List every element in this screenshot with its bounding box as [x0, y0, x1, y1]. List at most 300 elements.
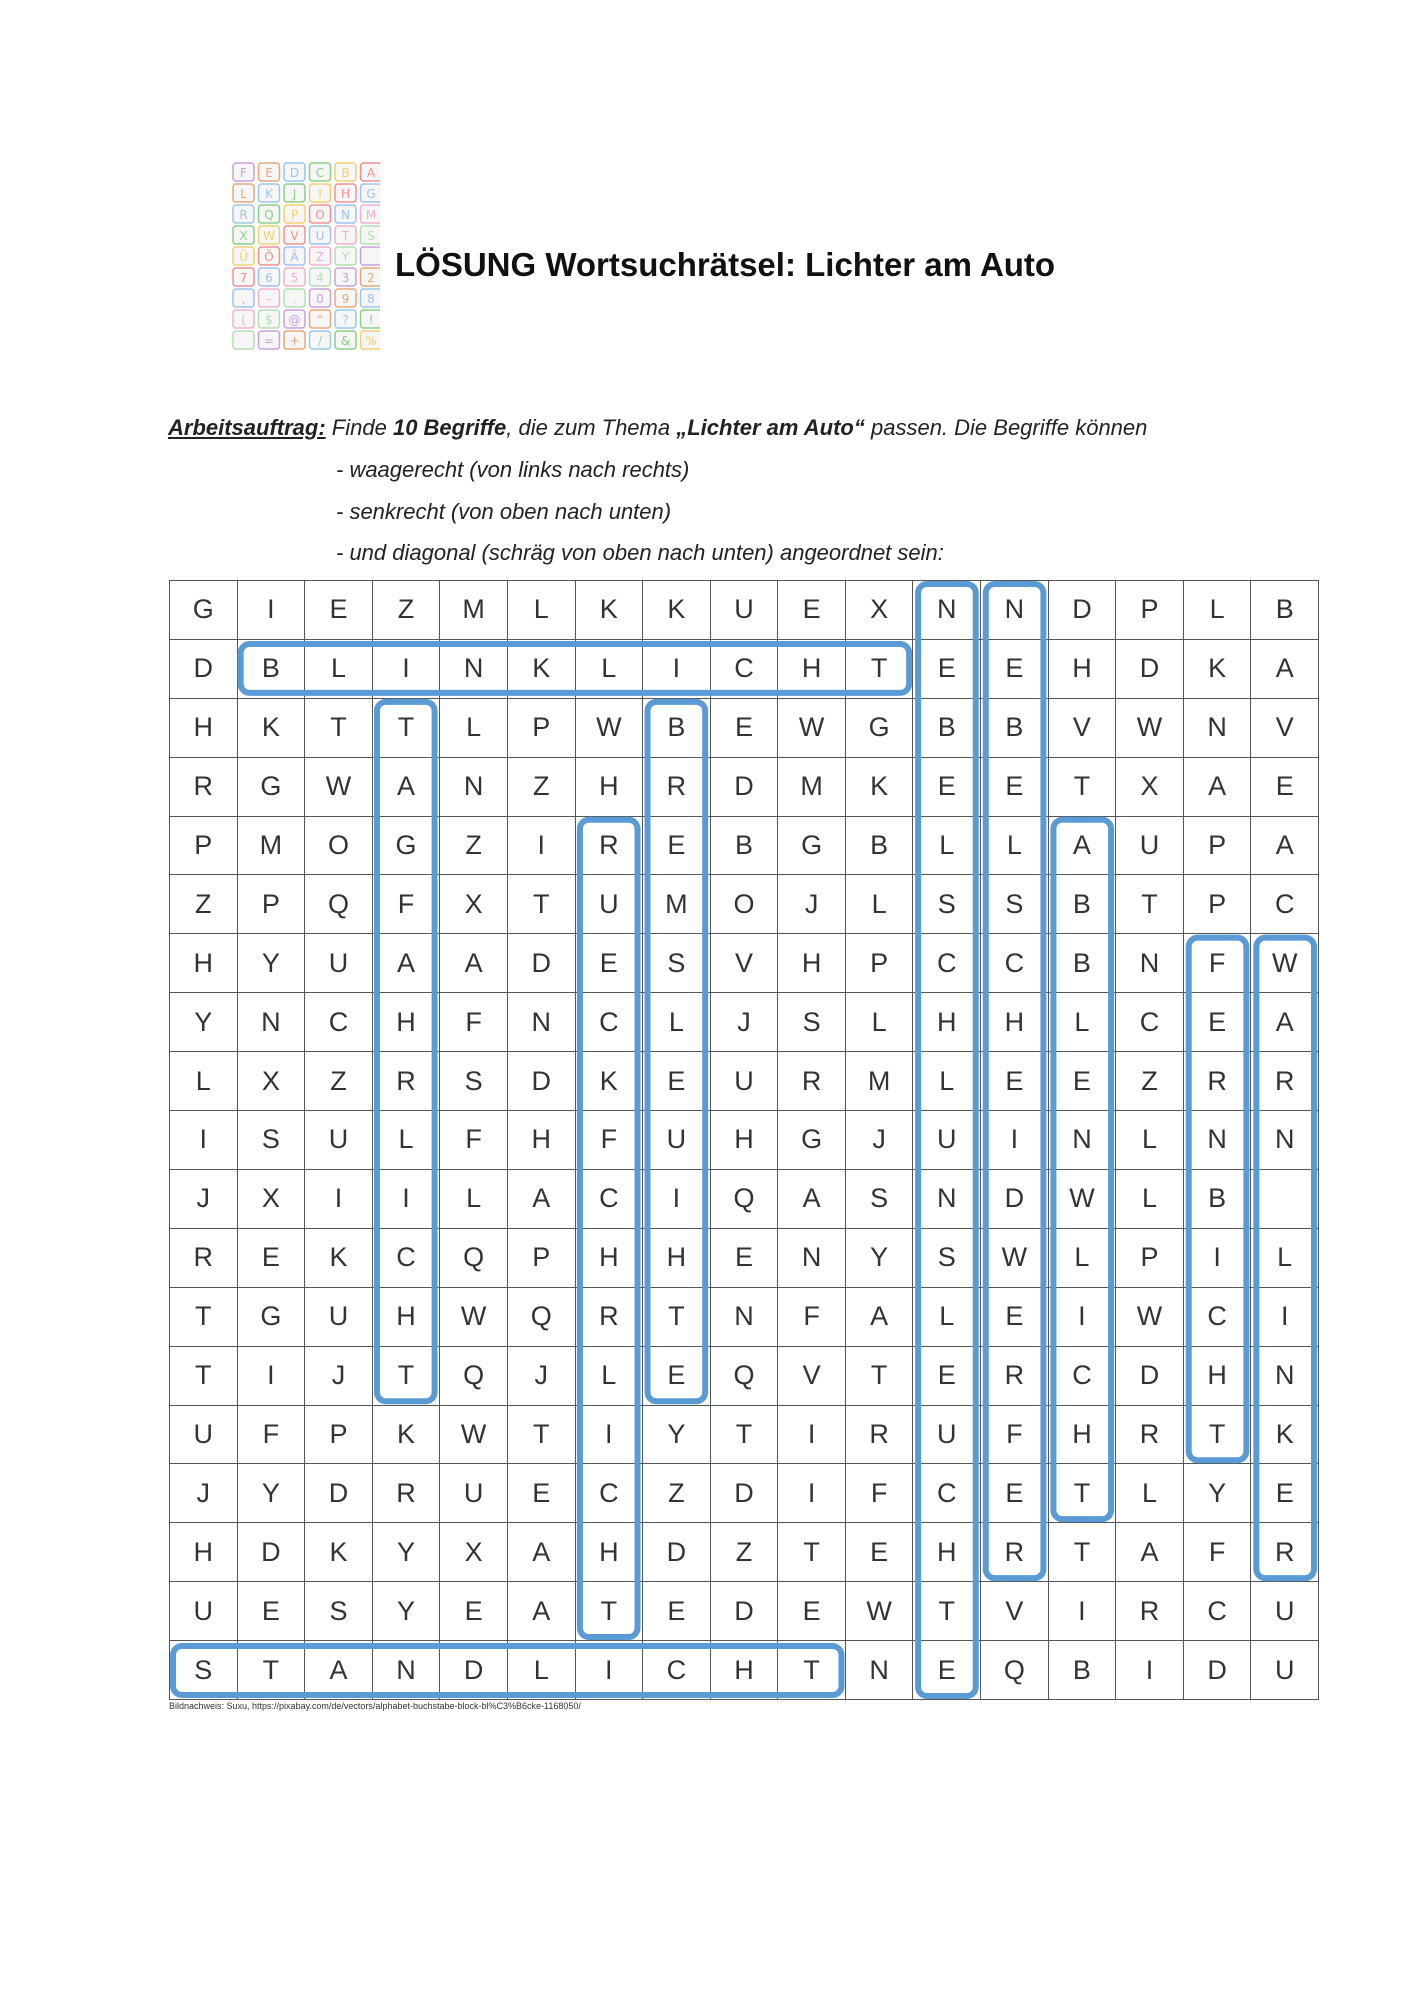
- grid-cell: T: [238, 1641, 306, 1700]
- grid-cell: M: [778, 758, 846, 817]
- grid-cell: H: [170, 934, 238, 993]
- grid-cell: L: [913, 1288, 981, 1347]
- grid-cell: Z: [440, 817, 508, 876]
- grid-cell: K: [576, 1052, 644, 1111]
- grid-cell: T: [643, 1288, 711, 1347]
- grid-cell: E: [440, 1582, 508, 1641]
- grid-cell: E: [981, 640, 1049, 699]
- grid-cell: D: [305, 1464, 373, 1523]
- svg-text:U: U: [315, 229, 325, 243]
- grid-cell: T: [846, 640, 914, 699]
- grid-cell: A: [305, 1641, 373, 1700]
- grid-cell: L: [1116, 1111, 1184, 1170]
- grid-cell: C: [1184, 1582, 1252, 1641]
- svg-text:F: F: [240, 166, 247, 180]
- grid-cell: Y: [170, 993, 238, 1052]
- grid-cell: A: [373, 934, 441, 993]
- grid-cell: E: [1251, 1464, 1319, 1523]
- grid-cell: U: [1116, 817, 1184, 876]
- svg-text:5: 5: [290, 271, 299, 285]
- grid-cell: I: [373, 1170, 441, 1229]
- grid-cell: X: [440, 875, 508, 934]
- grid-cell: L: [913, 1052, 981, 1111]
- grid-cell: U: [305, 1111, 373, 1170]
- grid-cell: F: [373, 875, 441, 934]
- svg-text:9: 9: [341, 292, 350, 306]
- grid-cell: C: [576, 1464, 644, 1523]
- letter-grid: [169, 580, 1319, 1700]
- svg-text:S: S: [367, 229, 375, 243]
- grid-cell: Q: [508, 1288, 576, 1347]
- svg-text:R: R: [239, 208, 248, 222]
- grid-cell: R: [846, 1406, 914, 1465]
- grid-cell: Q: [440, 1229, 508, 1288]
- grid-cell: A: [508, 1523, 576, 1582]
- grid-cell: R: [373, 1052, 441, 1111]
- grid-cell: D: [643, 1523, 711, 1582]
- grid-cell: A: [508, 1582, 576, 1641]
- grid-cell: S: [643, 934, 711, 993]
- grid-cell: N: [1184, 1111, 1252, 1170]
- grid-cell: J: [846, 1111, 914, 1170]
- grid-cell: B: [711, 817, 779, 876]
- grid-cell: G: [238, 1288, 306, 1347]
- logo-block: [310, 268, 331, 286]
- grid-cell: C: [913, 934, 981, 993]
- grid-cell: R: [576, 1288, 644, 1347]
- grid-cell: X: [1116, 758, 1184, 817]
- grid-cell: E: [778, 581, 846, 640]
- grid-cell: N: [1116, 934, 1184, 993]
- grid-cell: Q: [711, 1347, 779, 1406]
- grid-cell: B: [1049, 934, 1117, 993]
- logo-block: [259, 331, 280, 349]
- logo-block: [335, 310, 356, 328]
- grid-cell: D: [1116, 640, 1184, 699]
- logo-block: [335, 331, 356, 349]
- grid-cell: P: [1184, 817, 1252, 876]
- grid-cell: L: [1049, 1229, 1117, 1288]
- svg-text:X: X: [239, 229, 248, 243]
- svg-text:&: &: [340, 334, 351, 348]
- direction-diagonal: - und diagonal (schräg von oben nach unten) angeordnet sein:: [336, 540, 944, 565]
- alphabet-blocks-logo: [232, 162, 380, 354]
- grid-cell: D: [711, 758, 779, 817]
- grid-cell: J: [170, 1170, 238, 1229]
- grid-cell: W: [1116, 699, 1184, 758]
- logo-block: [361, 310, 381, 328]
- svg-text:3: 3: [341, 271, 350, 285]
- grid-cell: S: [846, 1170, 914, 1229]
- grid-cell: T: [1184, 1406, 1252, 1465]
- svg-text:A: A: [366, 166, 376, 180]
- grid-cell: Z: [711, 1523, 779, 1582]
- grid-cell: E: [913, 1641, 981, 1700]
- grid-cell: B: [846, 817, 914, 876]
- svg-text:L: L: [240, 187, 247, 201]
- grid-cell: L: [981, 817, 1049, 876]
- grid-cell: Y: [373, 1523, 441, 1582]
- grid-cell: E: [913, 758, 981, 817]
- logo-block: [284, 163, 305, 181]
- logo-block: [233, 226, 254, 244]
- grid-cell: Y: [846, 1229, 914, 1288]
- grid-cell: T: [1116, 875, 1184, 934]
- grid-cell: K: [238, 699, 306, 758]
- grid-cell: V: [981, 1582, 1049, 1641]
- direction-horizontal: - waagerecht (von links nach rechts): [336, 457, 690, 482]
- grid-cell: N: [1049, 1111, 1117, 1170]
- grid-cell: Q: [981, 1641, 1049, 1700]
- grid-cell: V: [1251, 699, 1319, 758]
- logo-block: [361, 331, 381, 349]
- grid-cell: R: [1251, 1523, 1319, 1582]
- grid-cell: B: [913, 699, 981, 758]
- grid-cell: P: [238, 875, 306, 934]
- grid-cell: L: [1251, 1229, 1319, 1288]
- grid-cell: F: [846, 1464, 914, 1523]
- logo-block: [335, 289, 356, 307]
- grid-cell: U: [305, 934, 373, 993]
- grid-cell: D: [711, 1582, 779, 1641]
- grid-cell: V: [778, 1347, 846, 1406]
- grid-cell: L: [846, 993, 914, 1052]
- grid-cell: H: [711, 1111, 779, 1170]
- grid-cell: H: [373, 1288, 441, 1347]
- grid-cell: Z: [305, 1052, 373, 1111]
- grid-cell: I: [1049, 1288, 1117, 1347]
- grid-cell: W: [778, 699, 846, 758]
- grid-cell: N: [508, 993, 576, 1052]
- svg-text:Ü: Ü: [239, 250, 248, 264]
- grid-cell: C: [305, 993, 373, 1052]
- grid-cell: D: [508, 934, 576, 993]
- grid-cell: V: [1049, 699, 1117, 758]
- logo-block: [361, 184, 381, 202]
- instructions-text-3: passen. Die Begriffe können: [864, 415, 1148, 440]
- grid-cell: P: [305, 1406, 373, 1465]
- grid-cell: H: [170, 1523, 238, 1582]
- grid-cell: Z: [643, 1464, 711, 1523]
- svg-text:P: P: [290, 208, 299, 222]
- grid-cell: J: [508, 1347, 576, 1406]
- grid-cell: H: [778, 640, 846, 699]
- grid-cell: R: [576, 817, 644, 876]
- grid-cell: A: [1251, 993, 1319, 1052]
- grid-cell: C: [643, 1641, 711, 1700]
- grid-cell: H: [778, 934, 846, 993]
- grid-cell: B: [1251, 581, 1319, 640]
- grid-cell: R: [778, 1052, 846, 1111]
- grid-cell: L: [913, 817, 981, 876]
- logo-block: [310, 289, 331, 307]
- grid-cell: H: [170, 699, 238, 758]
- logo-block: [361, 163, 381, 181]
- grid-cell: K: [1251, 1406, 1319, 1465]
- svg-text:W: W: [263, 229, 275, 243]
- svg-text:?: ?: [342, 313, 349, 327]
- grid-cell: N: [981, 581, 1049, 640]
- logo-block: [335, 226, 356, 244]
- grid-cell: T: [778, 1523, 846, 1582]
- grid-cell: H: [576, 1229, 644, 1288]
- logo-block: [233, 310, 254, 328]
- grid-cell: U: [170, 1406, 238, 1465]
- svg-text:T: T: [341, 229, 350, 243]
- grid-cell: P: [1116, 1229, 1184, 1288]
- logo-block: [259, 184, 280, 202]
- grid-cell: D: [1184, 1641, 1252, 1700]
- grid-cell: W: [1116, 1288, 1184, 1347]
- grid-cell: F: [778, 1288, 846, 1347]
- svg-text:!: !: [368, 313, 374, 327]
- grid-cell: T: [508, 875, 576, 934]
- svg-text:+: +: [289, 334, 300, 348]
- grid-cell: K: [305, 1229, 373, 1288]
- grid-cell: W: [440, 1288, 508, 1347]
- grid-cell: L: [1116, 1170, 1184, 1229]
- grid-cell: S: [778, 993, 846, 1052]
- logo-block: [310, 184, 331, 202]
- svg-text:O: O: [315, 208, 325, 222]
- grid-cell: I: [305, 1170, 373, 1229]
- grid-cell: T: [170, 1347, 238, 1406]
- grid-cell: H: [1049, 640, 1117, 699]
- instructions: [168, 415, 1147, 441]
- grid-cell: U: [170, 1582, 238, 1641]
- grid-cell: F: [981, 1406, 1049, 1465]
- grid-cell: L: [1049, 993, 1117, 1052]
- grid-cell: Z: [508, 758, 576, 817]
- grid-cell: K: [305, 1523, 373, 1582]
- logo-block: [259, 310, 280, 328]
- grid-cell: O: [305, 817, 373, 876]
- grid-cell: E: [846, 1523, 914, 1582]
- logo-block: [259, 226, 280, 244]
- grid-cell: U: [576, 875, 644, 934]
- svg-text:Y: Y: [341, 250, 350, 264]
- logo-block: [335, 247, 356, 265]
- grid-cell: H: [913, 993, 981, 1052]
- topic: „Lichter am Auto“: [676, 415, 865, 440]
- grid-cell: U: [913, 1111, 981, 1170]
- grid-cell: I: [1251, 1288, 1319, 1347]
- grid-cell: L: [1116, 1464, 1184, 1523]
- grid-cell: N: [913, 581, 981, 640]
- grid-cell: Y: [373, 1582, 441, 1641]
- svg-text:=: =: [263, 334, 275, 348]
- grid-cell: I: [643, 1170, 711, 1229]
- grid-cell: N: [440, 640, 508, 699]
- grid-cell: Q: [305, 875, 373, 934]
- grid-cell: R: [373, 1464, 441, 1523]
- grid-cell: I: [1184, 1229, 1252, 1288]
- grid-cell: Y: [238, 934, 306, 993]
- grid-cell: I: [373, 640, 441, 699]
- grid-cell: E: [778, 1582, 846, 1641]
- grid-cell: D: [238, 1523, 306, 1582]
- grid-cell: Z: [373, 581, 441, 640]
- grid-cell: [1251, 1170, 1319, 1229]
- grid-cell: H: [1049, 1406, 1117, 1465]
- grid-cell: A: [846, 1288, 914, 1347]
- grid-cell: H: [981, 993, 1049, 1052]
- grid-cell: H: [1184, 1347, 1252, 1406]
- logo-block: [310, 310, 331, 328]
- svg-text:N: N: [341, 208, 350, 222]
- grid-cell: P: [170, 817, 238, 876]
- svg-text:J: J: [292, 187, 297, 201]
- svg-text:V: V: [290, 229, 299, 243]
- grid-cell: J: [170, 1464, 238, 1523]
- instructions-label: Arbeitsauftrag:: [168, 415, 326, 440]
- grid-cell: I: [778, 1406, 846, 1465]
- grid-cell: E: [643, 1582, 711, 1641]
- grid-cell: P: [508, 699, 576, 758]
- svg-text:@: @: [288, 313, 301, 327]
- grid-cell: S: [913, 1229, 981, 1288]
- grid-cell: S: [981, 875, 1049, 934]
- logo-block: [259, 163, 280, 181]
- svg-text:/: /: [317, 334, 323, 348]
- grid-cell: I: [238, 1347, 306, 1406]
- grid-cell: X: [440, 1523, 508, 1582]
- grid-cell: L: [508, 1641, 576, 1700]
- grid-cell: C: [373, 1229, 441, 1288]
- svg-text:.: .: [292, 292, 297, 306]
- grid-cell: T: [711, 1406, 779, 1465]
- svg-text:Ö: Ö: [264, 250, 274, 264]
- grid-cell: F: [1184, 1523, 1252, 1582]
- svg-text:E: E: [265, 166, 273, 180]
- grid-cell: R: [170, 758, 238, 817]
- grid-cell: B: [1049, 1641, 1117, 1700]
- grid-cell: J: [305, 1347, 373, 1406]
- grid-cell: W: [305, 758, 373, 817]
- logo-block: [361, 205, 381, 223]
- grid-cell: N: [711, 1288, 779, 1347]
- grid-cell: U: [711, 1052, 779, 1111]
- grid-cell: N: [238, 993, 306, 1052]
- grid-cell: Y: [643, 1406, 711, 1465]
- svg-text:B: B: [341, 166, 350, 180]
- grid-cell: R: [170, 1229, 238, 1288]
- grid-cell: J: [711, 993, 779, 1052]
- grid-cell: E: [643, 817, 711, 876]
- grid-cell: X: [238, 1052, 306, 1111]
- logo-block: [233, 331, 254, 349]
- logo-block: [259, 205, 280, 223]
- grid-cell: M: [440, 581, 508, 640]
- grid-cell: R: [981, 1523, 1049, 1582]
- grid-cell: E: [1049, 1052, 1117, 1111]
- grid-cell: E: [981, 1288, 1049, 1347]
- logo-block: [233, 163, 254, 181]
- grid-cell: U: [305, 1288, 373, 1347]
- svg-text:6: 6: [265, 271, 273, 285]
- grid-cell: I: [238, 581, 306, 640]
- grid-cell: P: [508, 1229, 576, 1288]
- grid-cell: T: [846, 1347, 914, 1406]
- grid-cell: G: [170, 581, 238, 640]
- grid-cell: H: [711, 1641, 779, 1700]
- grid-cell: U: [913, 1406, 981, 1465]
- grid-cell: C: [576, 993, 644, 1052]
- grid-cell: A: [1251, 640, 1319, 699]
- grid-cell: N: [846, 1641, 914, 1700]
- grid-cell: Y: [1184, 1464, 1252, 1523]
- grid-cell: C: [711, 640, 779, 699]
- page-title: LÖSUNG Wortsuchrätsel: Lichter am Auto: [395, 246, 1056, 283]
- grid-cell: E: [238, 1229, 306, 1288]
- logo-block: [361, 226, 381, 244]
- grid-cell: L: [170, 1052, 238, 1111]
- grid-cell: R: [643, 758, 711, 817]
- grid-cell: T: [913, 1582, 981, 1641]
- grid-cell: W: [981, 1229, 1049, 1288]
- grid-cell: P: [846, 934, 914, 993]
- logo-block: [284, 226, 305, 244]
- grid-cell: J: [778, 875, 846, 934]
- grid-cell: N: [1251, 1347, 1319, 1406]
- grid-cell: K: [846, 758, 914, 817]
- grid-cell: B: [1049, 875, 1117, 934]
- grid-cell: Q: [711, 1170, 779, 1229]
- grid-cell: N: [373, 1641, 441, 1700]
- svg-text:7: 7: [239, 271, 248, 285]
- logo-block: [284, 310, 305, 328]
- grid-cell: A: [1184, 758, 1252, 817]
- svg-text:K: K: [265, 187, 273, 201]
- logo-block: [310, 226, 331, 244]
- svg-text:4: 4: [316, 271, 324, 285]
- grid-cell: L: [440, 1170, 508, 1229]
- grid-cell: I: [170, 1111, 238, 1170]
- grid-cell: R: [1116, 1582, 1184, 1641]
- grid-cell: U: [643, 1111, 711, 1170]
- grid-cell: I: [643, 640, 711, 699]
- grid-cell: S: [913, 875, 981, 934]
- grid-cell: G: [846, 699, 914, 758]
- grid-cell: F: [238, 1406, 306, 1465]
- svg-text:": ": [317, 313, 323, 327]
- logo-block: [361, 268, 381, 286]
- grid-cell: G: [238, 758, 306, 817]
- grid-cell: D: [508, 1052, 576, 1111]
- grid-cell: B: [1184, 1170, 1252, 1229]
- grid-cell: W: [440, 1406, 508, 1465]
- svg-text:Z: Z: [315, 250, 325, 264]
- logo-block: [284, 205, 305, 223]
- logo-block: [361, 289, 381, 307]
- grid-cell: N: [1184, 699, 1252, 758]
- grid-cell: D: [1116, 1347, 1184, 1406]
- grid-cell: A: [1116, 1523, 1184, 1582]
- grid-cell: E: [711, 1229, 779, 1288]
- grid-cell: F: [576, 1111, 644, 1170]
- grid-cell: W: [1049, 1170, 1117, 1229]
- grid-cell: L: [846, 875, 914, 934]
- grid-cell: T: [1049, 758, 1117, 817]
- grid-cell: Z: [1116, 1052, 1184, 1111]
- grid-cell: N: [778, 1229, 846, 1288]
- grid-cell: M: [846, 1052, 914, 1111]
- logo-block: [335, 268, 356, 286]
- grid-cell: H: [576, 758, 644, 817]
- grid-cell: F: [440, 1111, 508, 1170]
- svg-text:Ä: Ä: [290, 250, 299, 264]
- grid-cell: U: [1251, 1641, 1319, 1700]
